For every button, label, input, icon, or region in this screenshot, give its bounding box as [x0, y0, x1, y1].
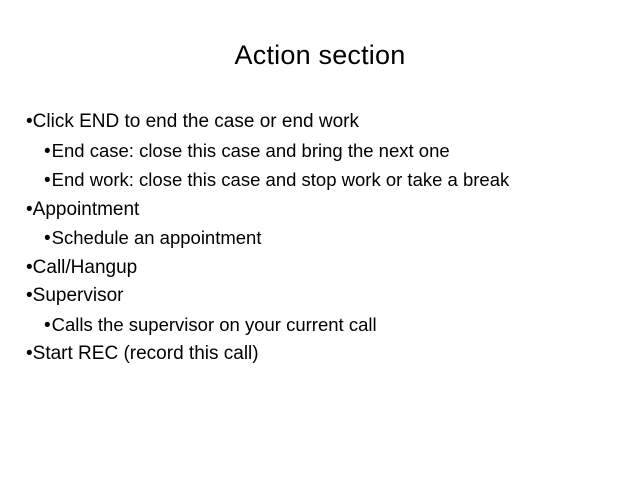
bullet-marker: • [26, 285, 33, 306]
list-item-text: Schedule an appointment [51, 227, 262, 248]
bullet-marker: • [26, 256, 33, 278]
page-title: Action section [234, 40, 406, 70]
list-item [26, 340, 620, 369]
list-item [26, 254, 620, 283]
list-item [44, 311, 620, 341]
list-item-text: Click END to end the case or end work [32, 111, 359, 132]
slide-body [26, 108, 620, 369]
list-item-text: Appointment [32, 198, 140, 220]
list-item-text: Call/Hangup [32, 256, 138, 278]
bullet-marker: • [26, 111, 33, 132]
bullet-marker: • [44, 140, 51, 162]
list-item-text: Supervisor [32, 285, 124, 306]
list-item-text: End work: close this case and stop work or take a break [51, 169, 510, 190]
list-item [26, 108, 620, 137]
list-item-text: Calls the supervisor on your current call [51, 313, 377, 335]
bullet-marker: • [44, 170, 51, 191]
bullet-marker: • [44, 228, 51, 249]
bullet-marker: • [26, 198, 33, 220]
list-item [26, 196, 620, 225]
list-item-text: End case: close this case and bring the next one [51, 139, 450, 161]
bullet-marker: • [44, 314, 51, 336]
list-item [44, 137, 620, 167]
list-item [44, 224, 620, 254]
list-item-text: Start REC (record this call) [32, 343, 259, 364]
list-item [26, 282, 620, 311]
bullet-marker: • [26, 343, 33, 364]
list-item [44, 166, 620, 196]
